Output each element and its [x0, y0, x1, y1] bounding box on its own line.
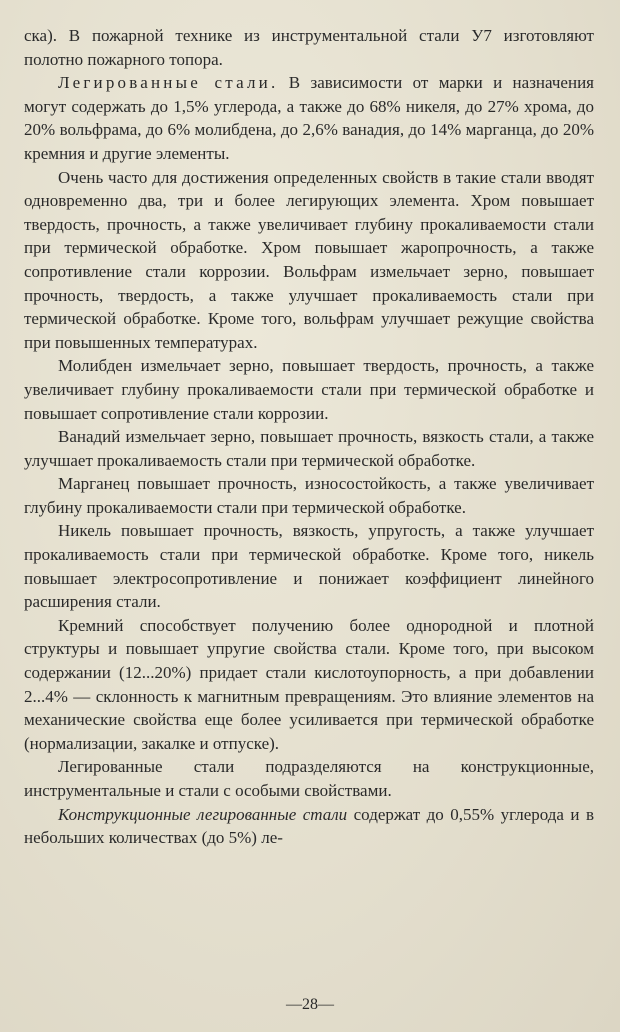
paragraph-vanadium	[24, 425, 594, 472]
paragraph-text: ска). В пожарной технике из инструментальной стали У7 изготовляют полотно пожарного топора.	[24, 26, 594, 69]
paragraph-text: Ванадий измельчает зерно, повышает прочность, вязкость стали, а также улучшает прокаливаемость стали при термической обработке.	[24, 427, 594, 470]
paragraph-alloyed-steels	[24, 71, 594, 165]
paragraph-lead-spaced: Легированные стали.	[58, 73, 279, 93]
paragraph-molybdenum	[24, 354, 594, 425]
paragraph-text: Легированные стали подразделяются на конструкционные, инструментальные и стали с особыми свойствами.	[24, 757, 594, 800]
paragraph-lead-italic: Конструкционные легированные стали	[58, 804, 348, 824]
paragraph-continuation	[24, 24, 594, 71]
paragraph-alloying-elements	[24, 166, 594, 355]
paragraph-text: Кремний способствует получению более однородной и плотной структуры и повышает упругие свойства стали. Кроме того, при высоком содержании (12...20%) придает стали кислотоупорность, а при добавлении 2...4% — склонность к магнитным превращениям. Это влияние элементов на механические свойства еще более усиливается при термической обработке (нормализации, закалке и отпуске).	[24, 615, 594, 753]
paragraph-silicon	[24, 614, 594, 756]
paragraph-text: содержат до 0,55% углерода и в небольших количествах (до 5%) ле-	[24, 804, 594, 848]
paragraph-manganese	[24, 472, 594, 519]
page-body	[24, 24, 594, 850]
paragraph-text: Никель повышает прочность, вязкость, упругость, а также улучшает прокаливаемость стали при термической обработке. Кроме того, никель повышает электросопротивление и понижает коэффициент линейного расширения стали.	[24, 521, 594, 612]
paragraph-text: Молибден измельчает зерно, повышает твердость, прочность, а также увеличивает глубину прокаливаемости стали при термической обработке и повышает сопротивление стали коррозии.	[24, 356, 594, 423]
paragraph-text: В зависимости от марки и назначения могут содержать до 1,5% углерода, а также до 68% никеля, до 27% хрома, до 20% вольфрама, до 6% молибдена, до 2,6% ванадия, до 14% марганца, до 20% кремния и другие элементы.	[24, 73, 594, 163]
paragraph-structural-steels	[24, 803, 594, 850]
page-number: —28—	[286, 996, 334, 1013]
paragraph-text: Очень часто для достижения определенных свойств в такие стали вводят одновременно два, три и более легирующих элемента. Хром повышает твердость, прочность, а также увеличивает глубину прокаливаемости стали при термической обработке. Хром повышает жаропрочность, а также сопротивление стали коррозии. Вольфрам измельчает зерно, повышает прочность, твердость, а также улучшает прокаливаемость стали при термической обработке. Кроме того, вольфрам улучшает режущие свойства при повышенных температурах.	[24, 167, 594, 352]
paragraph-text: Марганец повышает прочность, износостойкость, а также увеличивает глубину прокаливаемости стали при термической обработке.	[24, 474, 594, 517]
paragraph-classification	[24, 755, 594, 802]
paragraph-nickel	[24, 519, 594, 613]
